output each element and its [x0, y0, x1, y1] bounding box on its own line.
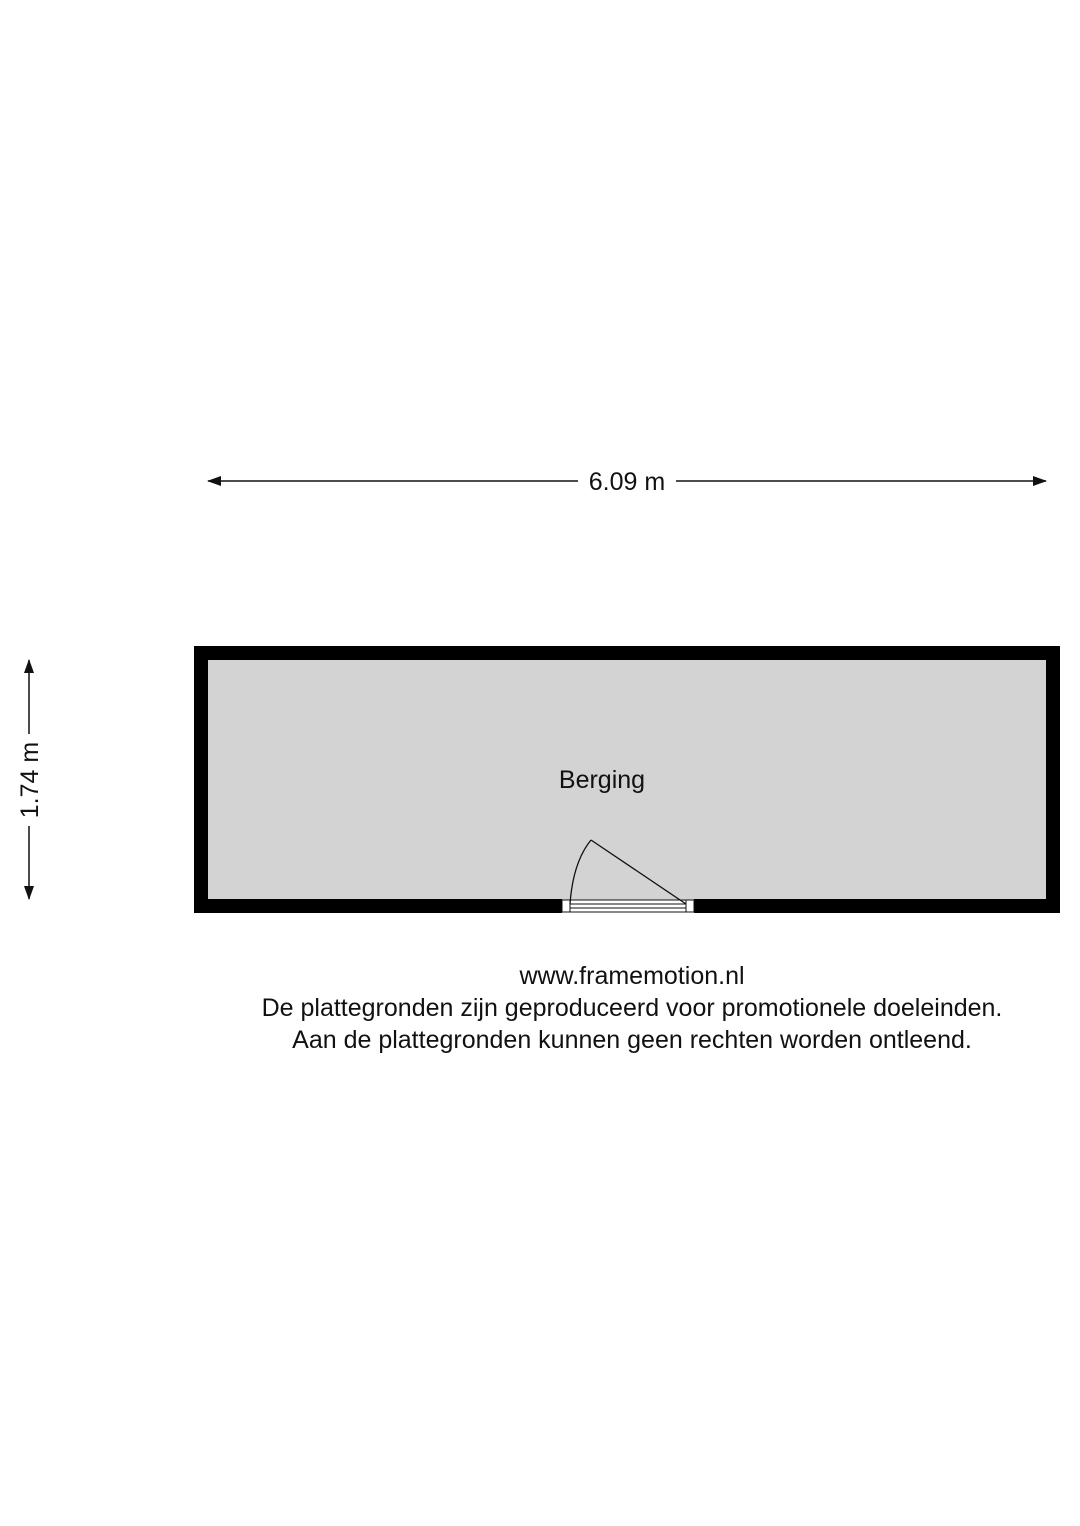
door-threshold	[570, 900, 686, 912]
wall-right	[1046, 646, 1060, 913]
footer-website: www.framemotion.nl	[519, 962, 745, 990]
wall-bottom-right	[694, 899, 1060, 913]
room-label: Berging	[558, 766, 646, 794]
wall-top	[194, 646, 1060, 660]
door-frame-left	[562, 900, 570, 912]
width-dimension	[208, 468, 1046, 496]
footer	[0, 960, 1080, 1056]
room-berging	[194, 646, 1060, 913]
height-dimension-label: 1.74 m	[16, 741, 44, 819]
footer-disclaimer-line-2: Aan de plattegronden kunnen geen rechten worden ontleend.	[292, 1026, 972, 1054]
height-dimension	[16, 660, 44, 899]
wall-bottom-left	[194, 899, 562, 913]
width-dimension-label: 6.09 m	[588, 468, 666, 496]
wall-left	[194, 646, 208, 913]
footer-disclaimer-line-1: De plattegronden zijn geproduceerd voor promotionele doeleinden.	[261, 994, 1003, 1022]
door-frame-right	[686, 900, 694, 912]
